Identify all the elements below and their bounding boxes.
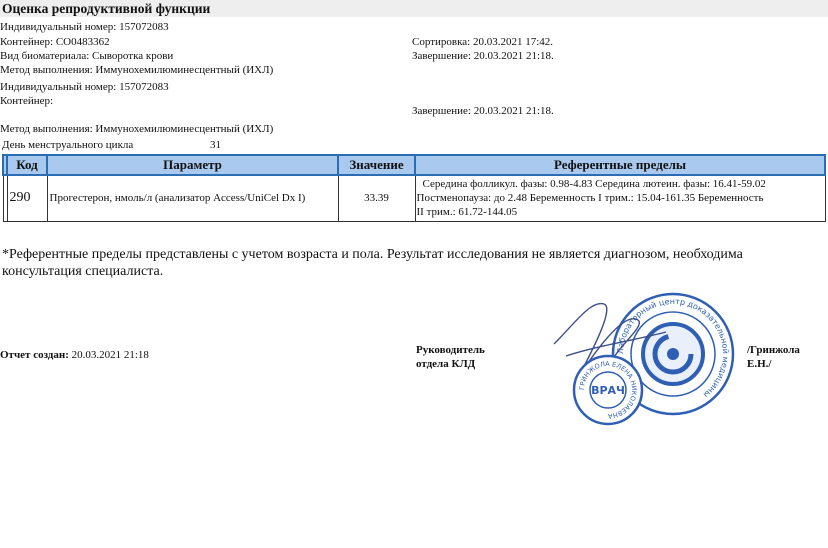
cell-reference <box>415 175 825 221</box>
column-header-code: Код <box>7 155 47 175</box>
head-title-line-2: отдела КЛД <box>416 358 476 370</box>
column-header-value: Значение <box>338 155 415 175</box>
head-name <box>747 343 800 371</box>
cell-code: 290 <box>7 175 47 221</box>
table-row <box>3 175 825 221</box>
report-header <box>0 0 828 17</box>
disclaimer-note: *Референтные пределы представлены с учетом возраста и пола. Результат исследования не является диагнозом, необходима консультация специалиста. <box>2 247 743 279</box>
method: Метод выполнения: Иммунохемилюминесцентный (ИХЛ) <box>0 64 274 76</box>
individual-number: Индивидуальный номер: 157072083 <box>0 21 169 33</box>
container-number-2: Контейнер: <box>0 95 54 107</box>
head-title <box>416 343 485 371</box>
head-title-line-1: Руководитель <box>416 344 485 356</box>
reference-line-3: II трим.: 61.72-144.05 <box>416 206 518 219</box>
seal-ring-text: Лабораторный центр доказательной медицины <box>615 296 731 400</box>
report-created-date: 20.03.2021 21:18 <box>71 349 149 361</box>
table-header-row <box>3 155 825 175</box>
report-created <box>0 349 149 361</box>
results-table <box>2 154 826 222</box>
reference-line-1: Середина фолликул. фазы: 0.98-4.83 Середина лютеин. фазы: 16.41-59.02 <box>422 178 766 191</box>
doctor-seal-ring-text: ГРИНЖОЛА ЕЛЕНА НИКОЛАЕВНА <box>577 359 639 421</box>
doctor-seal-label: ВРАЧ <box>591 384 625 397</box>
sort-time: Сортировка: 20.03.2021 17:42. <box>412 36 554 48</box>
complete-time-2: Завершение: 20.03.2021 21:18. <box>412 105 554 117</box>
stamp-graphic <box>546 282 744 428</box>
stamp-area <box>546 282 744 428</box>
cell-parameter: Прогестерон, нмоль/л (анализатор Access/UniCel Dx I) <box>47 175 338 221</box>
reference-line-2: Постменопауза: до 2.48 Беременность I трим.: 15.04-161.35 Беременность <box>416 192 764 205</box>
biomaterial-type: Вид биоматериала: Сыворотка крови <box>0 50 174 62</box>
method-2: Метод выполнения: Иммунохемилюминесцентный (ИХЛ) <box>0 123 274 135</box>
head-name-line-2: Е.Н./ <box>747 358 772 370</box>
complete-time: Завершение: 20.03.2021 21:18. <box>412 50 554 62</box>
report-title: Оценка репродуктивной функции <box>2 1 211 16</box>
head-name-line-1: /Гринжола <box>747 344 800 356</box>
doctor-seal <box>574 356 642 424</box>
cycle-day-label: День менструального цикла <box>2 139 134 151</box>
cell-value: 33.39 <box>338 175 415 221</box>
individual-number-2: Индивидуальный номер: 157072083 <box>0 81 169 93</box>
cycle-day-value: 31 <box>210 139 221 151</box>
column-header-reference: Референтные пределы <box>415 155 825 175</box>
column-header-parameter: Параметр <box>47 155 338 175</box>
container-number: Контейнер: СО0483362 <box>0 36 110 48</box>
report-created-label: Отчет создан: <box>0 349 69 361</box>
